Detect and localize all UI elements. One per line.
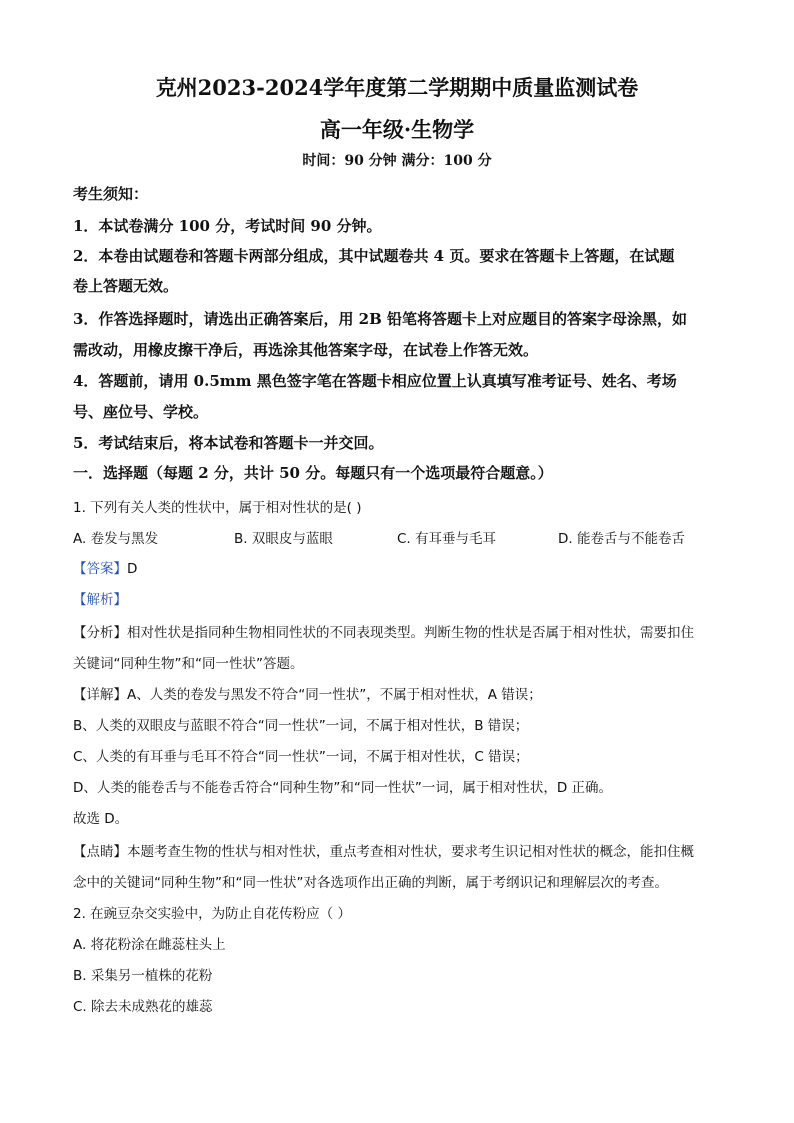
q2-option-a: A. 将花粉涂在雌蕊柱头上 [73, 937, 226, 953]
exam-meta: 时间：90 分钟 满分：100 分 [302, 153, 492, 169]
answer-tag: 【答案】 [73, 561, 127, 577]
q1-xiangjie-line [73, 683, 542, 703]
q1-analysis-heading [73, 588, 127, 608]
q1-dianjing-line [73, 840, 694, 860]
q1-answer [73, 557, 137, 577]
exam-title: 克州2023-2024学年度第二学期期中质量监测试卷 [155, 75, 639, 100]
q1-xiangjie-c: C、人类的有耳垂与毛耳不符合“同一性状”一词，不属于相对性状，C 错误； [73, 749, 529, 765]
section-heading: 一．选择题（每题 2 分，共计 50 分。每题只有一个选项最符合题意。） [73, 464, 553, 482]
q1-xiangjie-b: B、人类的双眼皮与蓝眼不符合“同一性状”一词，不属于相对性状，B 错误； [73, 718, 529, 734]
q1-option-b: B. 双眼皮与蓝眼 [234, 531, 333, 547]
q1-fenxi-line [73, 621, 694, 641]
notice-heading: 考生须知： [73, 185, 149, 203]
q1-option-c: C. 有耳垂与毛耳 [397, 531, 497, 547]
question-1-stem: 1. 下列有关人类的性状中，属于相对性状的是( ) [73, 500, 362, 516]
notice-line: 1．本试卷满分 100 分，考试时间 90 分钟。 [73, 217, 382, 235]
notice-line: 4．答题前，请用 0.5mm 黑色签字笔在答题卡相应位置上认真填写准考证号、姓名、考场 [73, 372, 677, 390]
notice-line: 需改动，用橡皮擦干净后，再选涂其他答案字母，在试卷上作答无效。 [73, 341, 539, 359]
dianjing-tag: 【点睛】 [73, 844, 127, 860]
xiangjie-tag: 【详解】 [73, 687, 127, 703]
notice-line: 3．作答选择题时，请选出正确答案后，用 2B 铅笔将答题卡上对应题目的答案字母涂黑，如 [73, 310, 688, 328]
fenxi-tag: 【分析】 [73, 625, 127, 641]
notice-line: 2．本卷由试题卷和答题卡两部分组成，其中试题卷共 4 页。要求在答题卡上答题，在试题 [73, 247, 675, 265]
exam-subtitle: 高一年级·生物学 [319, 117, 475, 142]
notice-line: 号、座位号、学校。 [73, 403, 209, 421]
notice-line: 卷上答题无效。 [73, 277, 179, 295]
analysis-tag: 【解析】 [73, 592, 127, 608]
q2-option-b: B. 采集另一植株的花粉 [73, 968, 213, 984]
q2-option-c: C. 除去未成熟花的雄蕊 [73, 999, 213, 1015]
q1-option-d: D. 能卷舌与不能卷舌 [558, 531, 685, 547]
question-2-stem: 2. 在豌豆杂交实验中，为防止自花传粉应（ ） [73, 906, 351, 922]
q1-dianjing-line-2: 念中的关键词“同种生物”和“同一性状”对各选项作出正确的判断，属于考纲识记和理解层次的考查。 [73, 875, 668, 891]
q1-option-a: A. 卷发与黑发 [73, 531, 159, 547]
fenxi-text: 相对性状是指同种生物相同性状的不同表现类型。判断生物的性状是否属于相对性状，需要扣住 [127, 625, 694, 641]
notice-line: 5．考试结束后，将本试卷和答题卡一并交回。 [73, 434, 384, 452]
q1-xiangjie-d: D、人类的能卷舌与不能卷舌符合“同种生物”和“同一性状”一词，属于相对性状，D 正确。 [73, 780, 613, 796]
q1-conclusion: 故选 D。 [73, 811, 129, 827]
xiangjie-a: A、人类的卷发与黑发不符合“同一性状”，不属于相对性状，A 错误； [127, 687, 542, 703]
dianjing-text: 本题考查生物的性状与相对性状，重点考查相对性状，要求考生识记相对性状的概念，能扣住概 [127, 844, 694, 860]
q1-fenxi-line-2: 关键词“同种生物”和“同一性状”答题。 [73, 656, 304, 672]
answer-value: D [127, 561, 138, 577]
